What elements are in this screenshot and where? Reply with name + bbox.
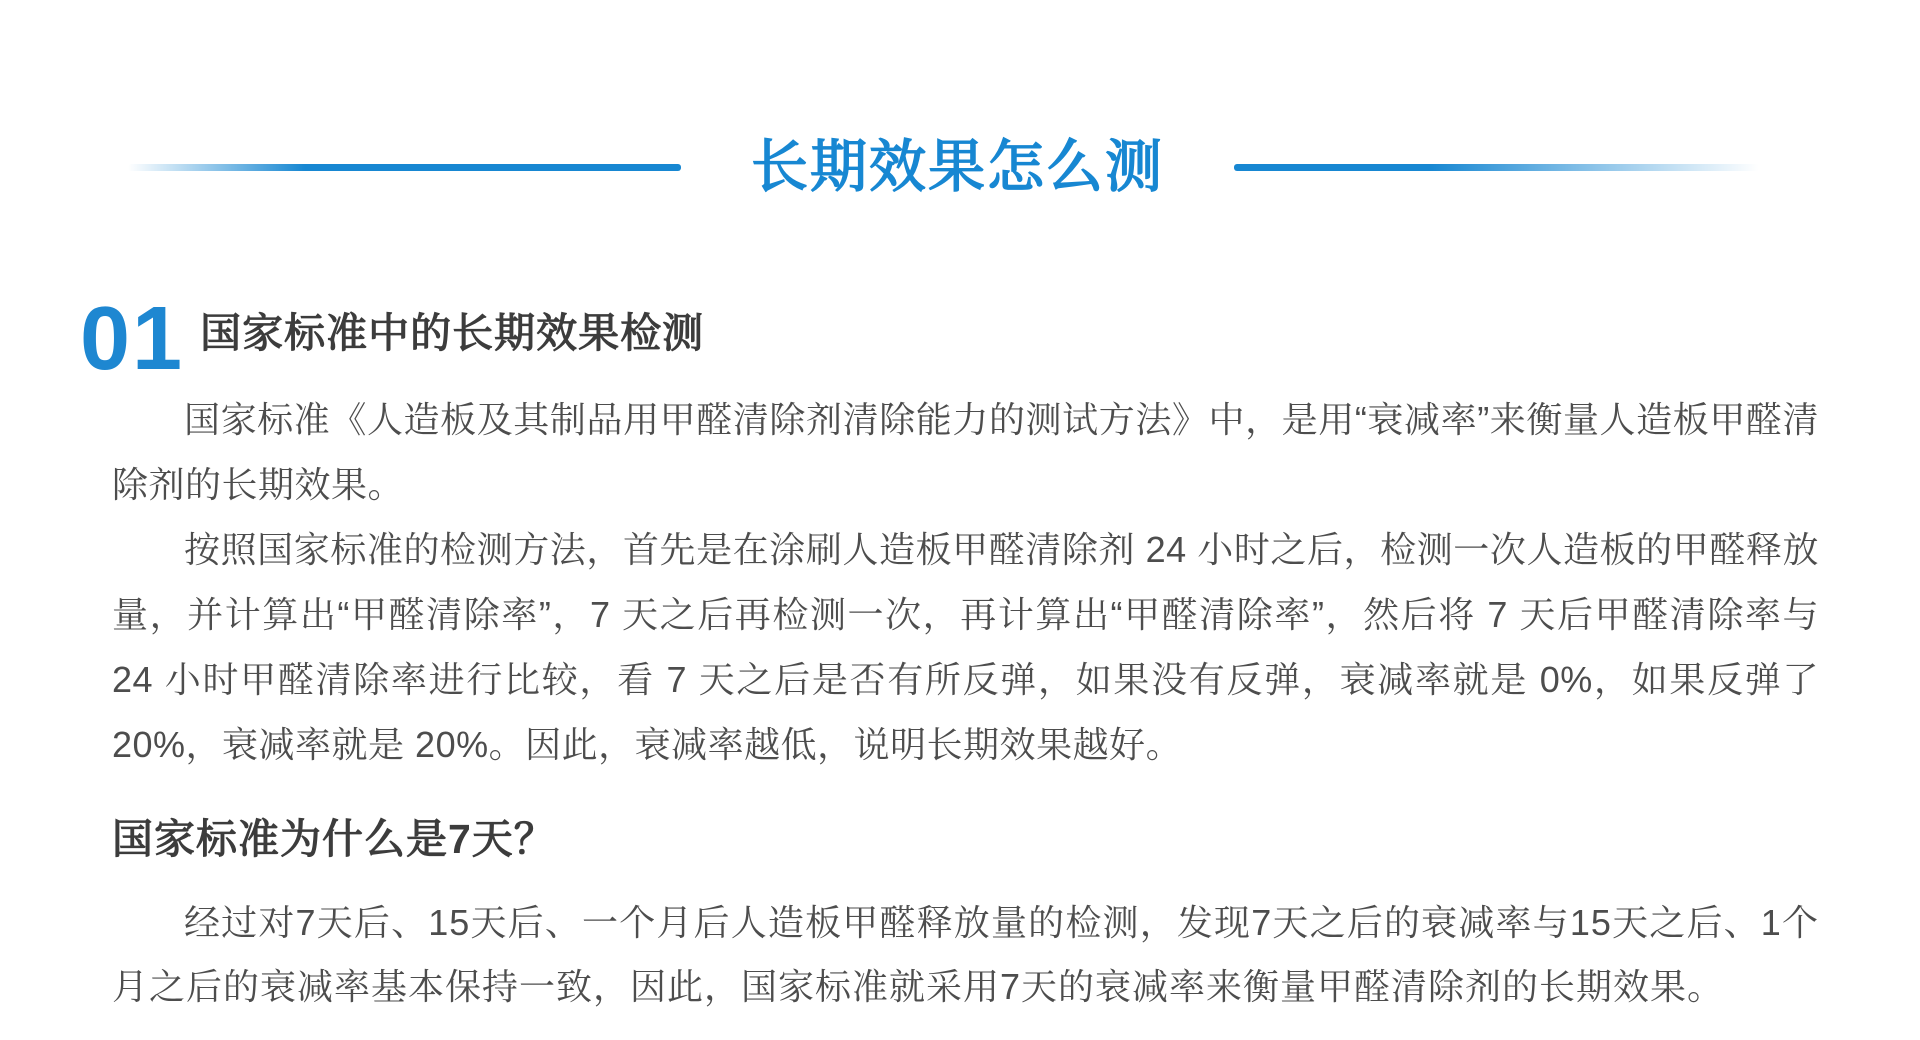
title-divider-left: [128, 164, 681, 171]
article-content: [80, 289, 1819, 1019]
section-header: [80, 289, 1819, 389]
section-heading: 国家标准中的长期效果检测: [200, 310, 705, 356]
title-band: [0, 0, 1920, 199]
sub-heading: 国家标准为什么是7天？: [112, 816, 556, 862]
section-body: [112, 387, 1819, 777]
sub-section-body: [112, 891, 1819, 1019]
paragraph-1: 国家标准《人造板及其制品用甲醛清除剂清除能力的测试方法》中，是用“衰减率”来衡量人造板甲醛清除剂的长期效果。: [112, 399, 1819, 505]
page-title: 长期效果怎么测: [751, 135, 1164, 199]
section-number: 01: [80, 289, 185, 389]
paragraph-2: 按照国家标准的检测方法，首先是在涂刷人造板甲醛清除剂 24 小时之后，检测一次人造板的甲醛释放量，并计算出“甲醛清除率”，7 天之后再检测一次，再计算出“甲醛清除率”，然后将 7 天后甲醛清除率与 24 小时甲醛清除率进行比较，看 7 天之后是否有所反弹，如果没有反弹，衰减率就是 0%，如果反弹了 20%，衰减率就是 20%。因此，衰减率越低，说明长期效果越好。: [112, 529, 1819, 765]
title-divider-right: [1234, 164, 1792, 171]
paragraph-3: 经过对7天后、15天后、一个月后人造板甲醛释放量的检测，发现7天之后的衰减率与15天之后、1个月之后的衰减率基本保持一致，因此，国家标准就采用7天的衰减率来衡量甲醛清除剂的长期效果。: [112, 902, 1819, 1007]
